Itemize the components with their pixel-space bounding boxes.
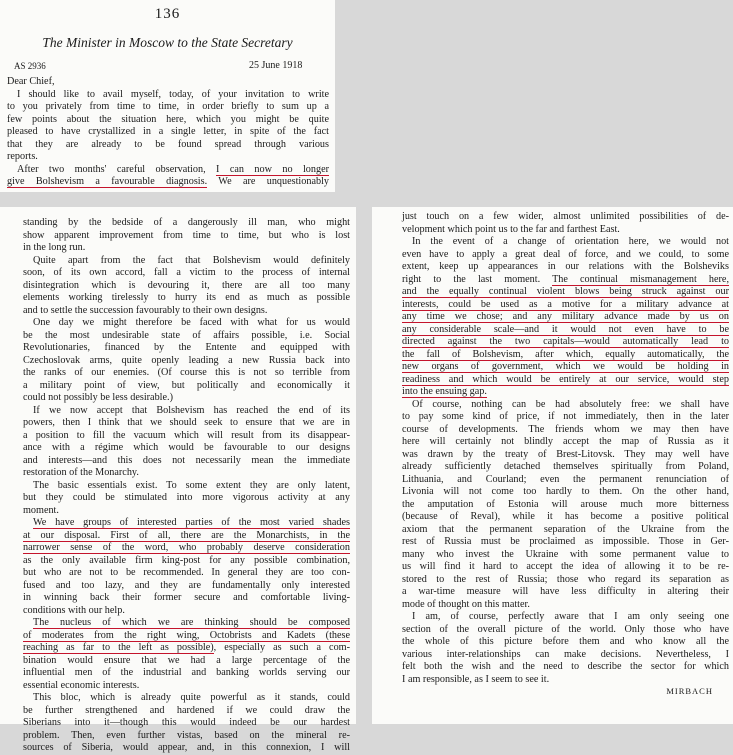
text-line: mode of thought on this matter.: [402, 598, 530, 610]
text-line: but they could be stimulated into more vigorous activity at any: [23, 492, 350, 503]
text-line: rest of Russia must be proclaimed as impossible. Those in Ger-: [402, 536, 729, 547]
document-page-top: [0, 0, 335, 192]
red-underline: reaching as far to the left as possible): [23, 642, 214, 653]
text-line: even have to apply a great deal of force, and we could, to some: [402, 248, 729, 260]
red-underline: any time we chose; and any military advance made by us on: [402, 311, 729, 322]
text-line: sources of Siberia, would appear, and, in this connexion, I will: [23, 742, 350, 753]
text-line: problem. Then, even further vistas, based on the mineral re-: [23, 729, 350, 741]
text-line: fused and too lazy, and they are fundamentally only interested: [23, 579, 350, 591]
text-line: ance with a régime which would be favourable to our designs: [23, 442, 350, 453]
text-line: [23, 517, 350, 530]
signature: MIRBACH: [666, 686, 713, 696]
text-line: and interests—and this does not necessarily mean the immediate: [23, 454, 350, 466]
text-line: [23, 530, 350, 543]
document-reference: AS 2936: [14, 61, 46, 71]
text-line: Livonia will not come too hardly to them. On the other hand,: [402, 486, 729, 497]
document-page-right: [372, 207, 733, 724]
red-underline: We have groups of interested parties of the most varied shades: [33, 517, 350, 528]
text-line: section of the overall picture of the world. Only those who have: [402, 623, 729, 635]
text-line: stored to the rest of Russia; those who regard its separation as: [402, 573, 729, 585]
text-line: [402, 336, 729, 349]
text-line: give Bolshevism a favourable diagnosis. We are unquestionably: [7, 176, 329, 187]
text-line: powers, then I think that we should seek to ensure that we are in: [23, 417, 350, 428]
red-underline: readiness and which would be entirely at our service, would step: [402, 373, 729, 385]
text-line: be further strengthened and hardened if we could draw the: [23, 704, 350, 716]
text-line: soon, of its own accord, fall a victim to the process of internal: [23, 267, 350, 278]
red-underline: I can now no longer: [216, 163, 329, 175]
letter-body-left: [23, 217, 350, 755]
text-line: to pay some kind of price, if not immediately, then in the later: [402, 411, 729, 422]
text-line: velopment which point us to the far and farthest East.: [402, 223, 620, 235]
text-line: [23, 630, 350, 643]
text-line: felt both the wish and the need to describe the sector for which: [402, 661, 729, 672]
text-line: After two months' careful observation, I can now no longer: [17, 163, 329, 175]
text-line: be the most undesirable state of affairs possible, i.e. Social: [23, 329, 350, 341]
red-underline: The continual mismanagement here,: [552, 273, 730, 285]
red-underline: into the ensuing gap.: [402, 386, 487, 397]
text-line: a position to fill the vacuum which will result from its disappear-: [23, 429, 350, 441]
text-line: axiom that the permanent separation of the Ukraine from the: [402, 523, 729, 535]
text-line: the whole of this picture before them and who know all the: [402, 636, 729, 647]
text-line: disintegration which is devouring it, there are all too many: [23, 279, 350, 291]
text-line: I am responsible, as I seem to see it.: [402, 673, 550, 685]
text-line: [402, 299, 729, 312]
red-underline: new organs of government, which we would be holding in: [402, 361, 729, 372]
red-underline: the fall of Bolshevism, after which, equally automatically, the: [402, 348, 729, 360]
red-underline: at our disposal. First of all, there are the Monarchists, in the: [23, 529, 350, 541]
text-line: course of developments. The friends whom we may then have: [402, 423, 729, 435]
text-line: Lithuania, and Courland; even the permanent renunciation of: [402, 473, 729, 485]
text-line: but who are not to be recommended. In general they are too con-: [23, 567, 350, 578]
text-line: [402, 311, 729, 324]
text-line: us will find it hard to accept the idea of allowing it to be re-: [402, 561, 729, 572]
text-line: This bloc, which is already quite powerful as it stands, could: [33, 692, 350, 703]
red-underline: and the equally continual violent blows being struck against our: [402, 286, 729, 297]
text-line: show apparent improvement from time to time, but who is lost: [23, 229, 350, 241]
red-underline: of moderates from the right wing, Octobrists and Kadets (these: [23, 629, 350, 641]
text-line: many who invest the Ukraine with some permanent value to: [402, 548, 729, 560]
text-line: influential men of the industrial and banking worlds serving our: [23, 667, 350, 678]
document-page-left: [0, 207, 356, 753]
text-line: in the long run.: [23, 242, 86, 253]
text-line: and to settle the succession favourably to their own designs.: [23, 304, 268, 316]
text-line: [23, 617, 350, 630]
text-line: Siberians into it—though this would indeed be our hardest: [23, 717, 350, 728]
text-line: (because of Reval), while it has become a positive political: [402, 511, 729, 522]
text-line: the amputation of Estonia will arouse much more bitterness: [402, 498, 729, 510]
text-line: could not possibly be less desirable.): [23, 392, 173, 403]
red-underline: interests, could be used as a motive for a military advance at: [402, 298, 729, 310]
text-line: moment.: [23, 504, 59, 516]
text-line: as the only available firm king-post for any possible combination,: [23, 554, 350, 566]
document-title: The Minister in Moscow to the State Secretary: [42, 35, 293, 50]
text-line: already sufficiently detached themselves spiritually from Poland,: [402, 461, 729, 472]
red-underline: directed against the two capitals—would automatically lead to: [402, 336, 729, 347]
text-line: I should like to avail myself, today, of your invitation to write: [17, 88, 329, 100]
text-line: [402, 324, 729, 337]
text-line: [402, 374, 729, 387]
text-line: conditions with our help.: [23, 604, 125, 616]
text-line: [402, 286, 729, 299]
red-underline: narrower sense of the word, who probably deserve consideration: [23, 542, 350, 553]
text-line: a military point of view, but politically and economically it: [23, 379, 350, 391]
text-line: If we now accept that Bolshevism has reached the end of its: [33, 404, 350, 416]
text-line: standing by the bedside of a dangerously ill man, who might: [23, 217, 350, 228]
text-line: right to the last moment. The continual mismanagement here,: [402, 273, 730, 285]
letter-opening: [7, 76, 329, 188]
text-line: The basic essentials exist. To some extent they are only latent,: [33, 479, 350, 491]
text-line: [402, 386, 729, 399]
text-line: essential economic interests.: [23, 679, 140, 691]
text-line: that they are already to be found spread through various: [7, 138, 329, 150]
text-line: extent, keep up appearances in our relations with the Bolsheviks: [402, 261, 729, 272]
text-line: the ranks of our enemies. (Of course this is not so terrible from: [23, 367, 350, 378]
letter-body-right: [402, 211, 729, 696]
text-line: [23, 542, 350, 555]
text-line: was drawn by the treaty of Brest-Litovsk. They may well have: [402, 448, 729, 460]
text-line: a war-time measure will have less difficulty in altering their: [402, 586, 729, 597]
red-underline: give Bolshevism a favourable diagnosis.: [7, 176, 208, 187]
text-line: bination would ensure that we had a large percentage of the: [23, 654, 350, 666]
text-line: [402, 361, 729, 374]
text-line: In the event of a change of orientation here, we would not: [412, 236, 729, 247]
text-line: few points about the situation here, which you might be quite: [7, 113, 329, 125]
document-date: 25 June 1918: [249, 60, 303, 71]
text-line: elements working tirelessly to hurry its end as much as possible: [23, 292, 350, 303]
text-line: I am, of course, perfectly aware that I am only seeing one: [412, 611, 729, 622]
text-line: Czechoslovak arms, quite openly leading a new Russia back into: [23, 354, 350, 366]
text-line: One day we might therefore be faced with what for us would: [33, 317, 350, 328]
red-underline: The nucleus of which we are thinking should be composed: [33, 617, 350, 628]
text-line: reaching as far to the left as possible), especially as such a com-: [23, 642, 350, 653]
text-line: [402, 349, 729, 362]
text-line: restoration of the Monarchy.: [23, 467, 139, 478]
text-line: to you privately from time to time, in order briefly to sum up a: [7, 101, 329, 112]
text-line: Quite apart from the fact that Bolshevism would definitely: [33, 254, 350, 266]
text-line: Of course, nothing can be had absolutely free: we shall have: [412, 398, 729, 410]
page-number: 136: [154, 6, 181, 22]
text-line: in winning back their former secure and comfortable living-: [23, 592, 350, 603]
text-line: Revolutionaries, financed by the Entente and equipped with: [23, 342, 350, 353]
text-line: Dear Chief,: [7, 76, 55, 87]
red-underline: any considerable scale—and it would not even have to be: [402, 323, 729, 335]
text-line: various inter-relationships can make decisions. Nevertheless, I: [402, 648, 729, 660]
text-line: reports.: [7, 151, 38, 162]
text-line: pleased to have crystallized in a single letter, in spite of the fact: [7, 126, 329, 137]
text-line: here will certainly not blindly accept the map of Russia as it: [402, 436, 729, 447]
text-line: just touch on a few wider, almost unlimited possibilities of de-: [402, 211, 729, 222]
